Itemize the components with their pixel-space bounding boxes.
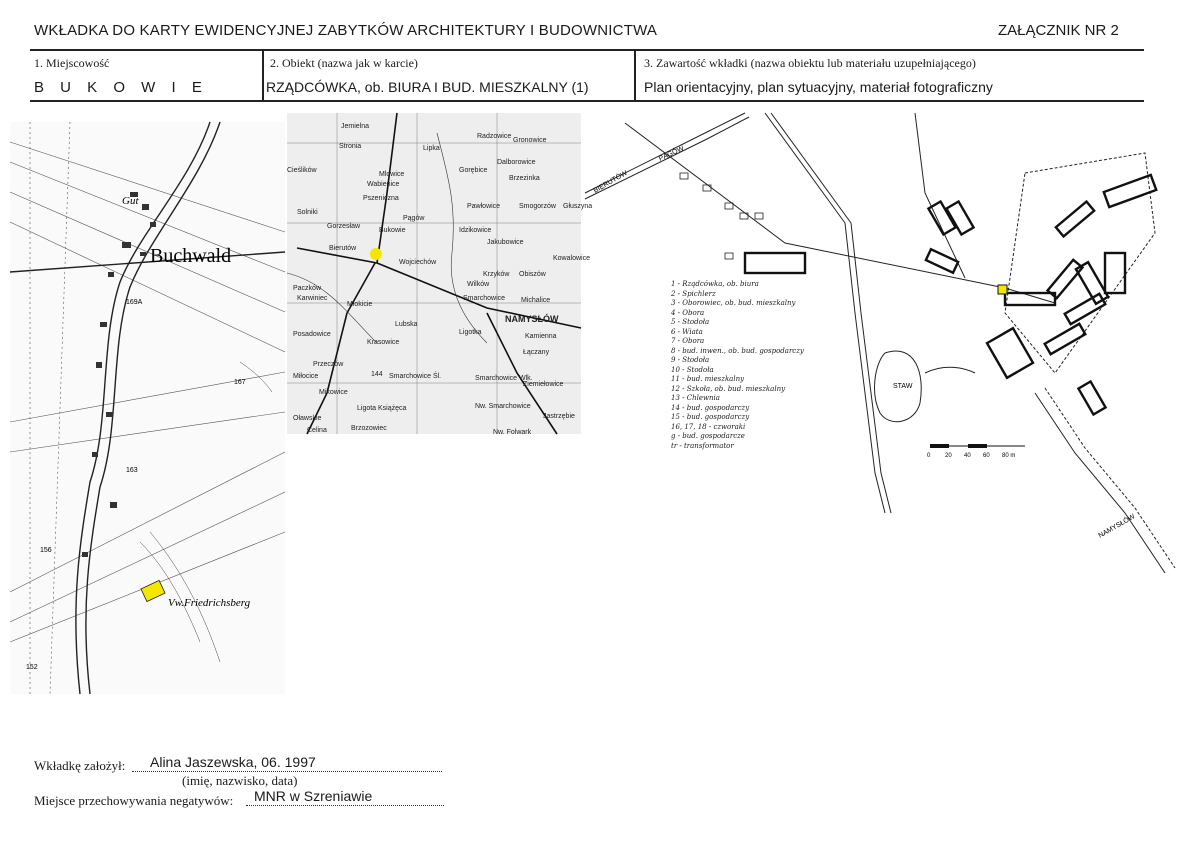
site-plan-legend bbox=[671, 280, 804, 451]
historical-map bbox=[10, 122, 285, 694]
town-label: Krasowice bbox=[367, 339, 400, 346]
town-label: Ligotka bbox=[459, 329, 482, 336]
road-label-bierutow: BIERUTÓW bbox=[592, 169, 629, 195]
road-label-namyslow: NAMYSŁÓW bbox=[1097, 513, 1137, 540]
legend-item: 8 - bud. inwen., ob. bud. gospodarczy bbox=[671, 346, 804, 355]
town-label: Smogorzów bbox=[519, 203, 556, 210]
orientation-map bbox=[287, 113, 593, 436]
town-label: Brzezinka bbox=[509, 175, 540, 182]
town-label: Nw. Folwark bbox=[493, 429, 532, 436]
town-label: Oławskie bbox=[293, 415, 322, 422]
scale-0: 0 bbox=[927, 453, 931, 459]
label-169a: 169A bbox=[126, 299, 143, 306]
legend-item: 12 - Szkoła, ob. bud. mieszkalny bbox=[671, 384, 786, 393]
scale-60: 60 bbox=[983, 453, 990, 459]
label-gut: Gut bbox=[122, 195, 139, 207]
town-label: Paczków bbox=[293, 285, 322, 292]
town-label: Karwiniec bbox=[297, 295, 328, 302]
town-label: Młokicie bbox=[347, 301, 373, 308]
town-label: Smarchowice Śl. bbox=[389, 373, 442, 380]
town-label: NAMYSŁÓW bbox=[505, 314, 559, 324]
field-divider-1 bbox=[262, 50, 264, 101]
legend-item: 7 - Obora bbox=[671, 337, 705, 345]
legend-item: g - bud. gospodarcze bbox=[671, 432, 745, 440]
town-label: Jastrzębie bbox=[543, 413, 575, 420]
town-label: Stronia bbox=[339, 143, 362, 150]
town-label: Radzowice bbox=[477, 133, 512, 140]
legend-item: 16, 17, 18 - czworaki bbox=[671, 422, 746, 431]
scale-bar bbox=[927, 444, 1025, 459]
town-label: Posadowice bbox=[293, 331, 331, 338]
pond-label: STAW bbox=[893, 383, 913, 390]
town-label: Nw. Smarchowice bbox=[475, 403, 531, 410]
town-label: Gorębice bbox=[459, 167, 488, 174]
legend-item: 3 - Oborowiec, ob. bud. mieszkalny bbox=[671, 299, 796, 307]
storage-label: Miejsce przechowywania negatywów: bbox=[34, 793, 234, 808]
town-label: Przeczów bbox=[313, 361, 344, 368]
town-label: Dalborowice bbox=[497, 159, 536, 166]
town-label: Mlowice bbox=[379, 171, 405, 178]
legend-item: 4 - Obora bbox=[671, 308, 705, 317]
annex-number: ZAŁĄCZNIK NR 2 bbox=[998, 22, 1119, 39]
label-buchwald: Buchwald bbox=[150, 245, 232, 267]
author-value: Alina Jaszewska, 06. 1997 bbox=[150, 754, 316, 770]
town-label: Wabienice bbox=[367, 181, 400, 188]
town-label: Pszeniczna bbox=[363, 195, 399, 202]
label-152: 152 bbox=[26, 664, 38, 671]
label-167: 167 bbox=[234, 379, 246, 386]
town-label: 144 bbox=[371, 371, 383, 378]
label-156: 156 bbox=[40, 547, 52, 554]
town-label: Miłocice bbox=[293, 373, 319, 380]
locality-label: 1. Miejscowość bbox=[34, 56, 110, 70]
document-title: WKŁADKA DO KARTY EWIDENCYJNEJ ZABYTKÓW ARCHITEKTURY I BUDOWNICTWA bbox=[34, 22, 658, 39]
town-label: Solniki bbox=[297, 209, 318, 216]
legend-item: tr - transformator bbox=[671, 441, 734, 450]
header-rule-top bbox=[30, 49, 1144, 51]
content-label: 3. Zawartość wkładki (nazwa obiektu lub materiału uzupełniającego) bbox=[644, 56, 976, 70]
object-value: RZĄDCÓWKA, ob. BIURA I BUD. MIESZKALNY (1) bbox=[266, 79, 589, 95]
town-label: Michalice bbox=[521, 297, 551, 304]
town-label: Lubska bbox=[395, 321, 418, 328]
town-label: Bierutów bbox=[329, 245, 357, 252]
author-label: Wkładkę założył: bbox=[34, 758, 126, 773]
legend-item: 1 - Rządcówka, ob. biura bbox=[671, 280, 759, 288]
town-label: Kamienna bbox=[525, 333, 557, 340]
town-label: Idzikowice bbox=[459, 227, 492, 234]
legend-item: 11 - bud. mieszkalny bbox=[671, 375, 745, 383]
town-label: Gorzesław bbox=[327, 223, 361, 230]
town-label: Cieślików bbox=[287, 167, 317, 174]
legend-item: 2 - Spichlerz bbox=[671, 289, 716, 298]
town-label: Obiszów bbox=[519, 271, 546, 278]
field-divider-2 bbox=[634, 50, 636, 101]
storage-value: MNR w Szreniawie bbox=[254, 788, 373, 804]
locality-value: B U K O W I E bbox=[34, 79, 208, 96]
historical-map-drawing bbox=[10, 122, 285, 694]
site-highlight bbox=[998, 285, 1007, 294]
object-highlight bbox=[141, 580, 165, 601]
legend-item: 10 - Stodoła bbox=[671, 365, 714, 374]
author-hint: (imię, nazwisko, data) bbox=[182, 773, 298, 788]
legend-item: 13 - Chlewnia bbox=[671, 394, 720, 402]
legend-item: 9 - Stodoła bbox=[671, 356, 710, 364]
legend-item: 6 - Wiata bbox=[671, 327, 703, 336]
town-label: Jemielna bbox=[341, 123, 370, 130]
object-label: 2. Obiekt (nazwa jak w karcie) bbox=[270, 56, 418, 70]
town-label: Łączany bbox=[523, 349, 550, 356]
town-label: Brzozowiec bbox=[351, 425, 387, 432]
scale-80: 80 m bbox=[1002, 453, 1016, 459]
town-label: Mikowice bbox=[319, 389, 348, 396]
label-friedrichsberg: Vw.Friedrichsberg bbox=[168, 597, 251, 609]
town-label: Gronowice bbox=[513, 137, 547, 144]
storage-line bbox=[246, 790, 444, 806]
road-label-pagow: PĄGÓW bbox=[657, 145, 686, 163]
town-label: Wojciechów bbox=[399, 259, 437, 266]
town-label: Jakubowice bbox=[487, 239, 524, 246]
town-label: Ligota Książęca bbox=[357, 405, 407, 412]
town-label: Głuszyna bbox=[563, 203, 593, 210]
town-label: Bukowie bbox=[379, 227, 406, 234]
content-value: Plan orientacyjny, plan sytuacyjny, materiał fotograficzny bbox=[644, 79, 993, 95]
scale-40: 40 bbox=[964, 453, 971, 459]
orientation-highlight bbox=[370, 248, 382, 260]
town-label: Ziemiełowice bbox=[523, 381, 564, 388]
legend-item: 15 - bud. gospodarczy bbox=[671, 413, 750, 421]
label-163: 163 bbox=[126, 467, 138, 474]
town-label: Krzyków bbox=[483, 271, 510, 278]
town-label: Lipka bbox=[423, 145, 440, 152]
town-label: Pawłowice bbox=[467, 203, 501, 210]
legend-item: 5 - Stodoła bbox=[671, 318, 710, 326]
town-label: Kowalowice bbox=[553, 255, 590, 262]
scale-20: 20 bbox=[945, 453, 952, 459]
town-label: Wilków bbox=[467, 281, 490, 288]
town-label: Celina bbox=[307, 427, 327, 434]
legend-item: 14 - bud. gospodarczy bbox=[671, 403, 750, 412]
town-label: Pągów bbox=[403, 215, 425, 222]
header-rule-bottom bbox=[30, 100, 1144, 102]
author-line bbox=[132, 756, 442, 772]
orientation-map-drawing bbox=[287, 113, 593, 436]
town-label: Smarchowice bbox=[463, 295, 506, 302]
town-label: Smarchowice Wlk. bbox=[475, 375, 533, 382]
